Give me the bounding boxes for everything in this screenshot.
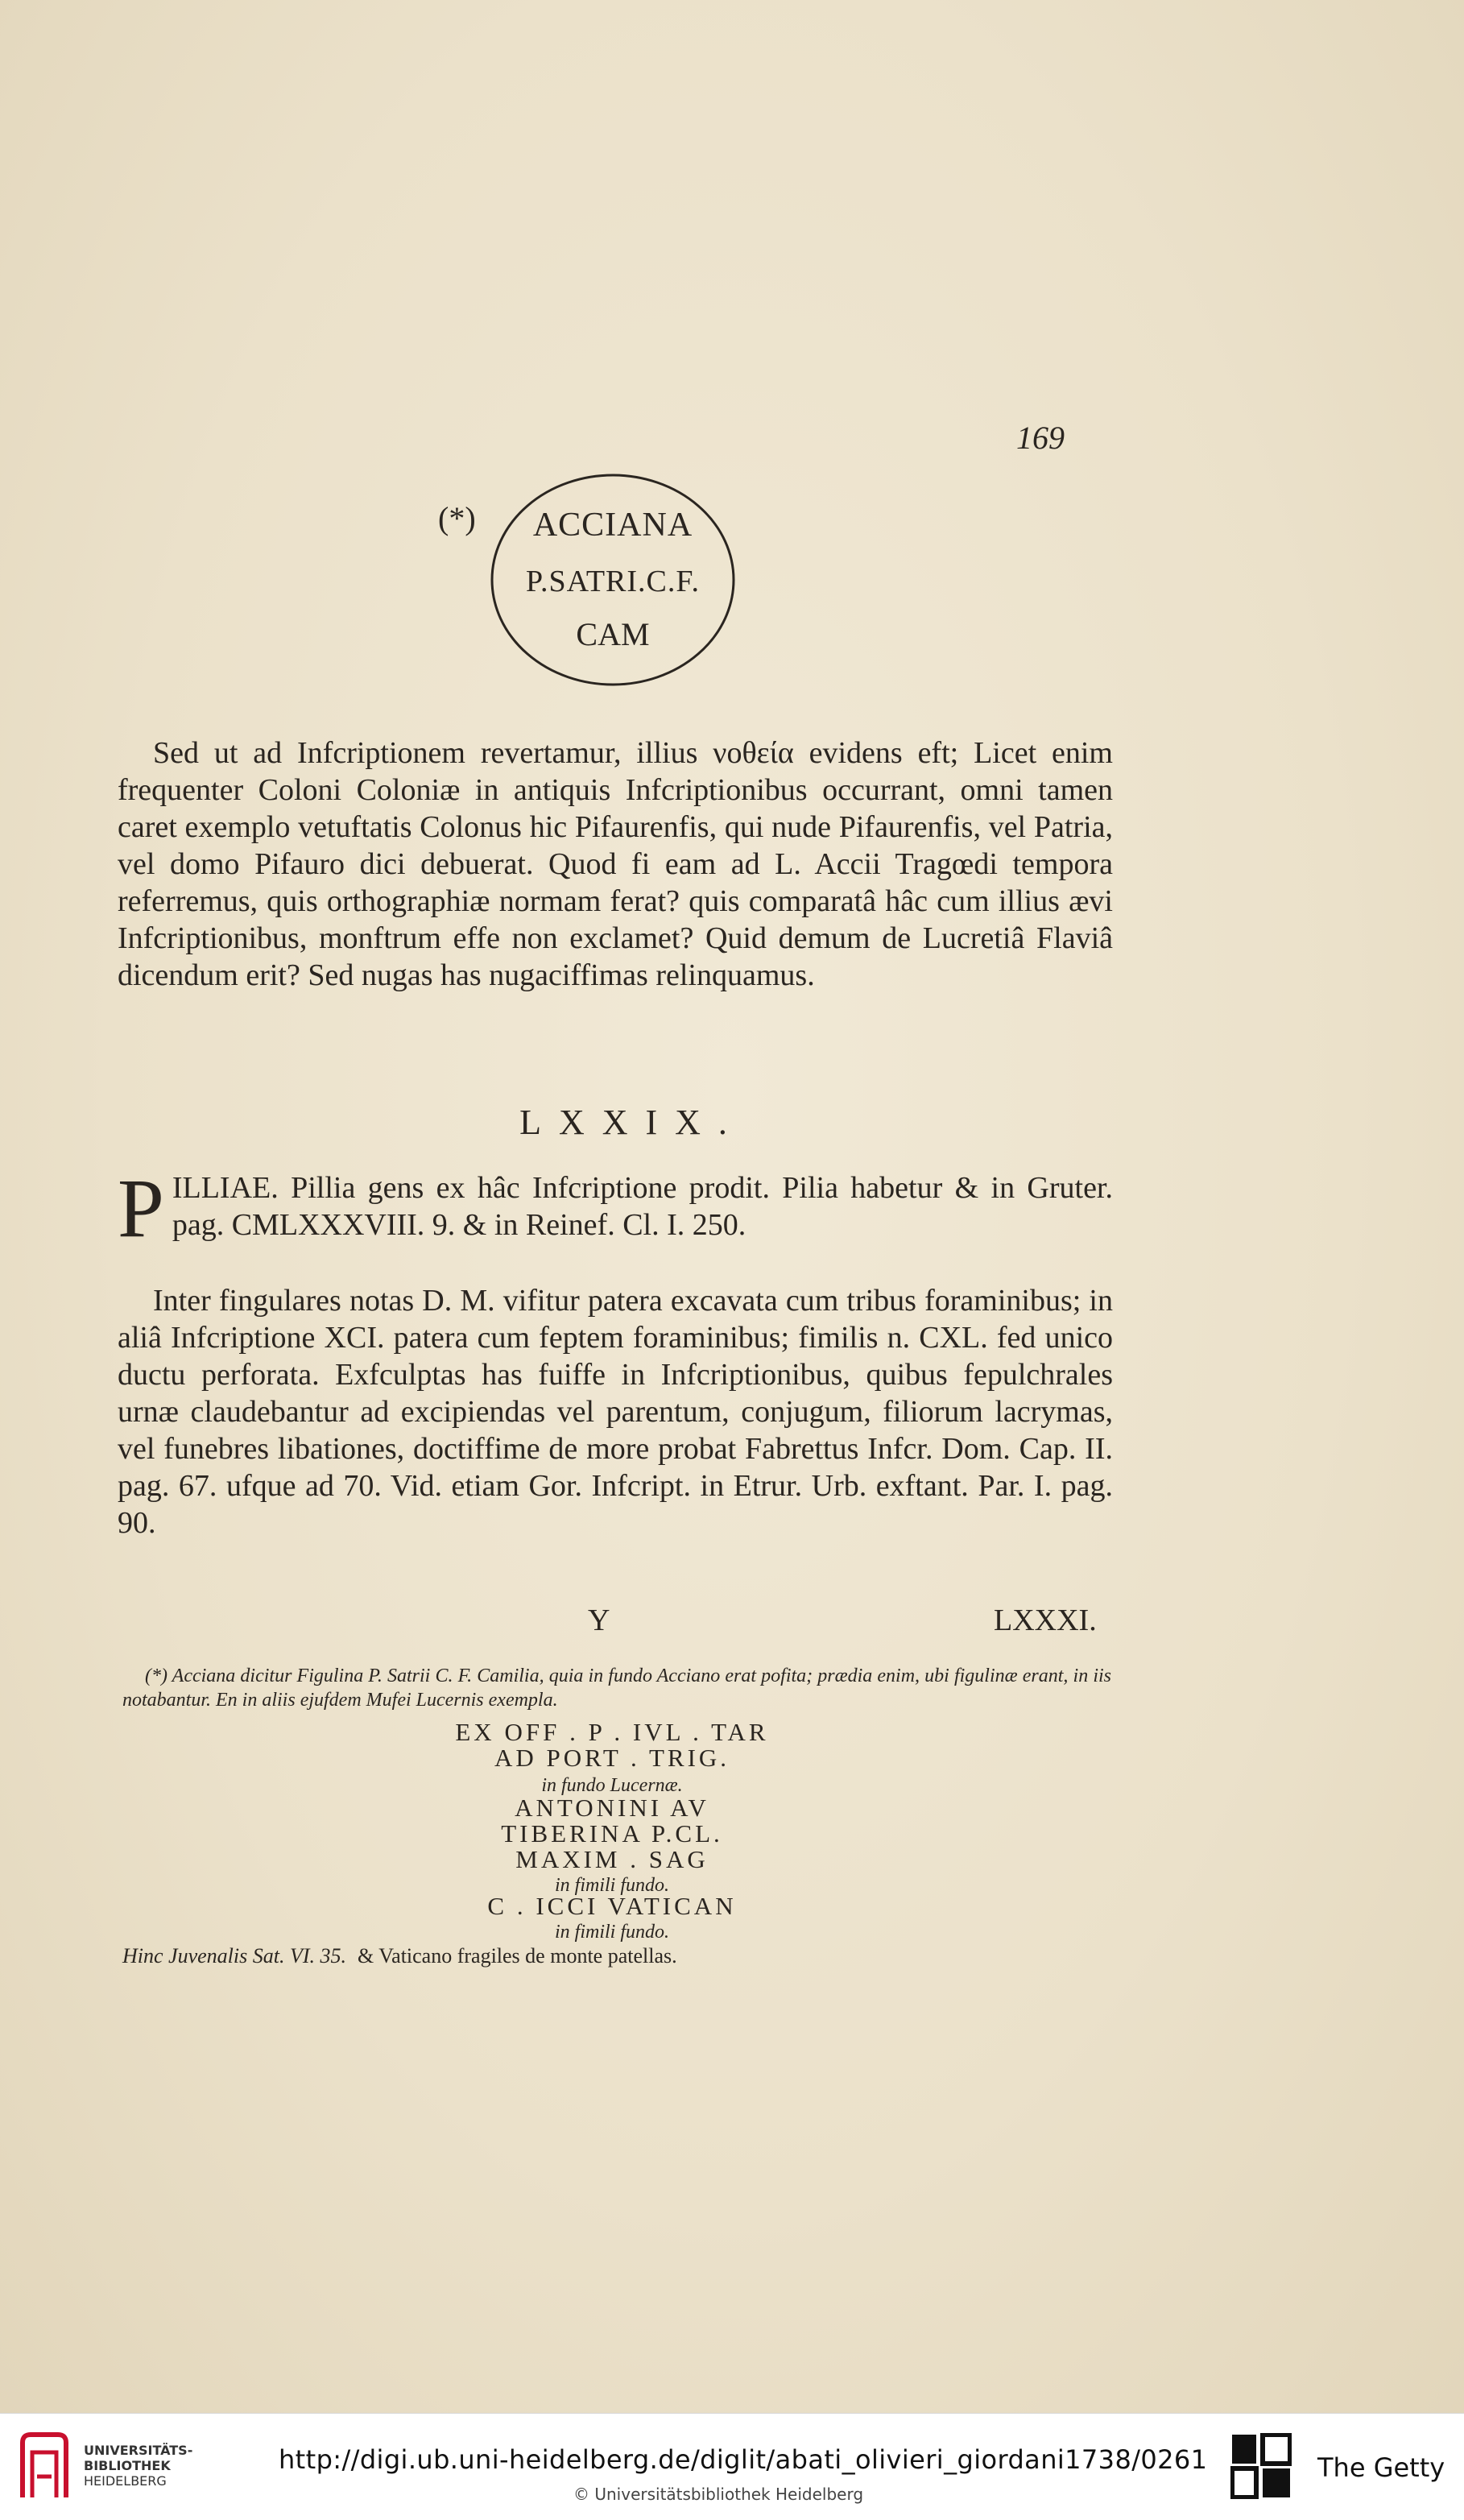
closing-citation (122, 1944, 677, 1968)
university-heidelberg-logo-icon[interactable] (16, 2428, 72, 2502)
stamp-seal (438, 461, 746, 702)
stamp-line-1: ACCIANA (532, 507, 693, 544)
inscription-line: AD PORT . TRIG. (494, 1744, 730, 1772)
inscription-line: TIBERINA P.CL. (501, 1819, 723, 1848)
inscription-note: in fimili fundo. (554, 1922, 669, 1943)
inscription-line: MAXIM . SAG (515, 1845, 709, 1873)
footnote (122, 1664, 1111, 1712)
paragraph-3-text: Inter fingulares notas D. M. vifitur patera excavata cum tribus foraminibus; in aliâ Infcriptione XCI. patera cum feptem foraminibus; fimilis n. CXL. fed unico ductu perforata. Exfculptas has fuiffe in Infcriptionibus, quibus fepulchrales urnæ claudebantur ad excipiendas vel parentum, conjugum, filiorum lacrymas, vel funebres libationes, doctiffime de more probat Fabrettus Infcr. Dom. Cap. II. pag. 67. ufque ad 70. Vid. etiam Gor. Infcript. in Etrur. Urb. exftant. Par. I. pag. 90. (118, 1284, 1113, 1540)
citation-text: & Vaticano fragiles de monte patellas. (358, 1944, 677, 1968)
university-name-line-2: BIBLIOTHEK (84, 2458, 171, 2473)
inscription-line: C . ICCI VATICAN (487, 1892, 737, 1920)
inscription-line: EX OFF . P . IVL . TAR (455, 1718, 769, 1746)
paragraph-3 (118, 1282, 1113, 1541)
university-name-line-3: HEIDELBERG (84, 2473, 167, 2489)
copyright-notice: © Universitätsbibliothek Heidelberg (573, 2485, 864, 2504)
permalink-url[interactable]: http://digi.ub.uni-heidelberg.de/diglit/abati_olivieri_giordani1738/0261 (279, 2444, 1208, 2475)
page-number: 169 (1016, 420, 1065, 456)
getty-partner-name[interactable]: The Getty (1317, 2452, 1445, 2483)
inscription-note: in fimili fundo. (554, 1875, 669, 1896)
university-name[interactable] (84, 2443, 192, 2489)
inscription-line: ANTONINI AV (515, 1794, 709, 1822)
citation-reference: Hinc Juvenalis Sat. VI. 35. (122, 1944, 346, 1968)
footnote-marker: (*) (438, 500, 476, 536)
paragraph-2-text: ILLIAE. Pillia gens ex hâc Infcriptione prodit. Pilia habetur & in Gruter. pag. CMLXXXVIII. 9. & in Reinef. Cl. I. 250. (172, 1171, 1113, 1242)
stamp-line-3: CAM (576, 616, 650, 652)
inscription-note: in fundo Lucernæ. (541, 1775, 683, 1796)
getty-logo-icon[interactable] (1230, 2433, 1292, 2499)
catchword: LXXXI. (994, 1603, 1097, 1637)
signature-mark: Y (588, 1603, 610, 1637)
drop-cap: P (118, 1162, 164, 1255)
paragraph-1-text: Sed ut ad Infcriptionem revertamur, illius νοθεία evidens eft; Licet enim frequenter Coloni Coloniæ in antiquis Infcriptionibus occurrant, omni tamen caret exemplo vetuftatis Colonus hic Pifaurenfis, qui nude Pifaurenfis, vel Patria, vel domo Pifauro dici debuerat. Quod fi eam ad L. Accii Tragœdi tempora referremus, quis orthographiæ normam ferat? quis comparatâ hâc cum illius ævi Infcriptionibus, monftrum effe non exclamet? Quid demum de Lucretiâ Flaviâ dicendum erit? Sed nugas has nugaciffimas relinquamus. (118, 736, 1113, 992)
footnote-text: (*) Acciana dicitur Figulina P. Satrii C. F. Camilia, quia in fundo Acciano erat pofita; prædia enim, ubi figulinæ erant, in iis notabantur. En in aliis ejufdem Mufei Lucernis exempla. (122, 1666, 1111, 1711)
viewer-footer (0, 2413, 1464, 2520)
paragraph-2 (118, 1162, 1113, 1255)
section-heading: LXXIX. (519, 1103, 745, 1142)
stamp-line-2: P.SATRI.C.F. (526, 565, 700, 598)
paragraph-1 (118, 734, 1113, 994)
university-name-line-1: UNIVERSITÄTS- (84, 2443, 193, 2458)
